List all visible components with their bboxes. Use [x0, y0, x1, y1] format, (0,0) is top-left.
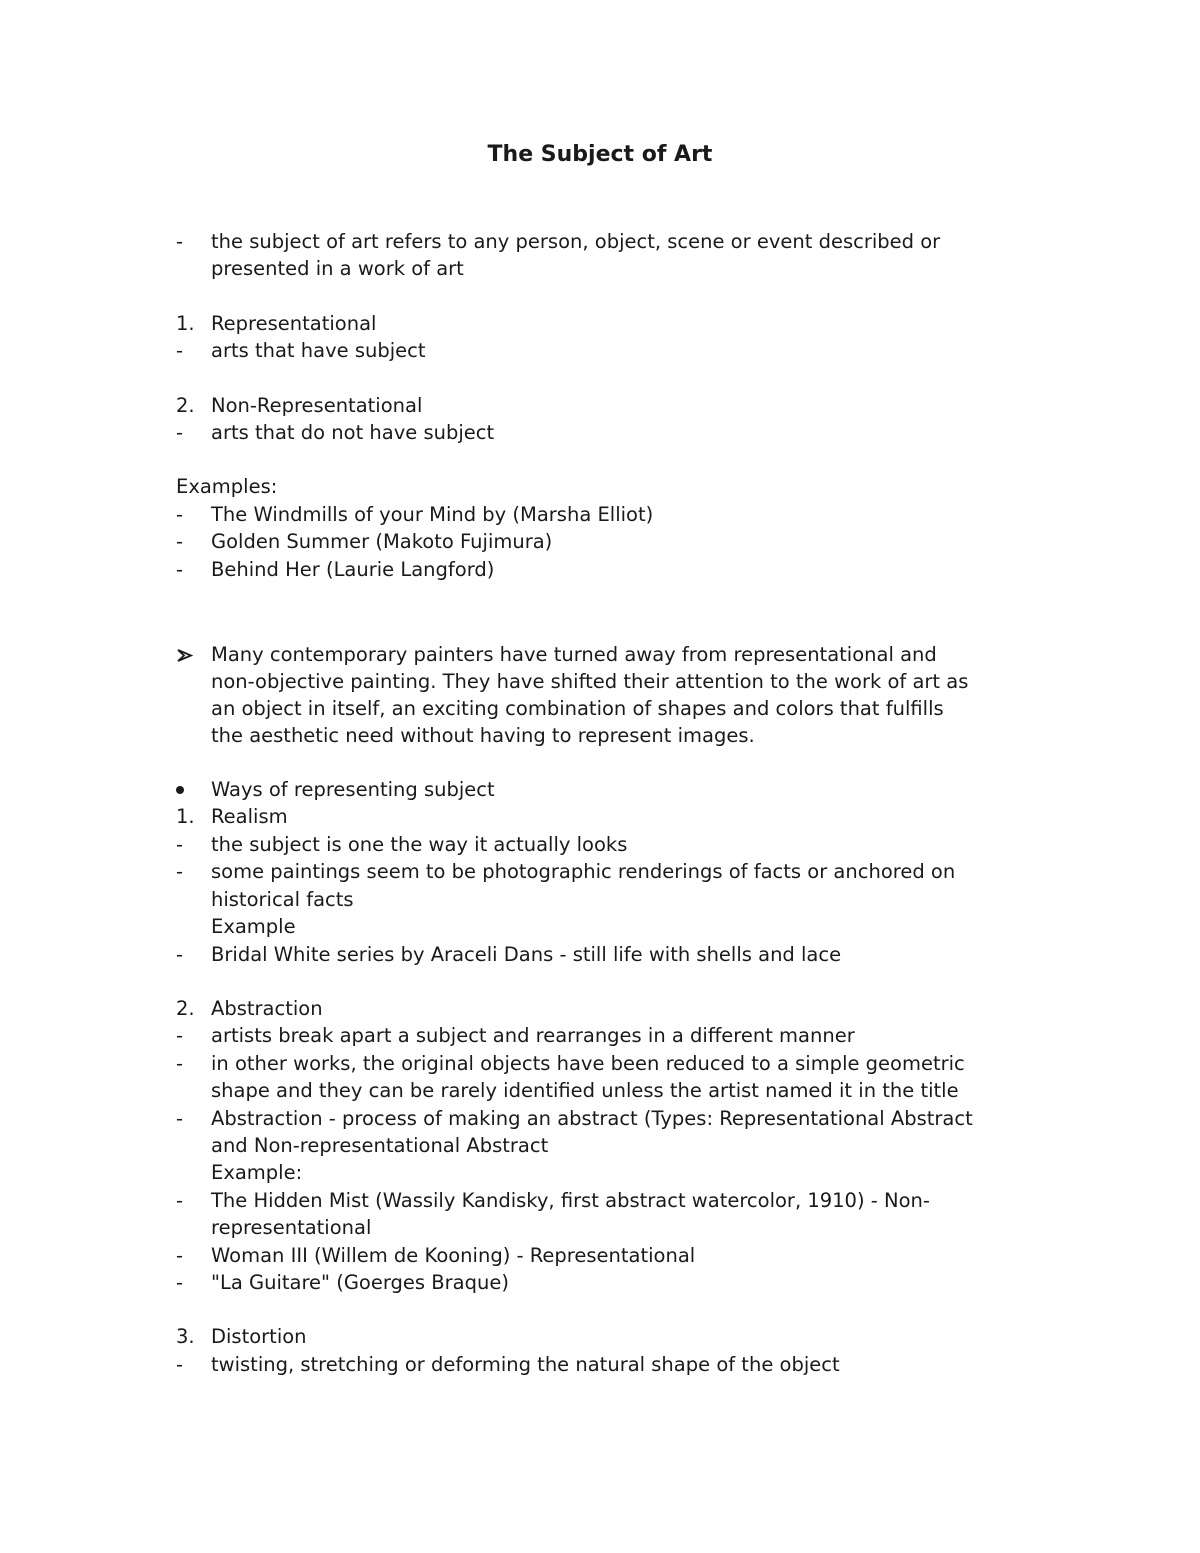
- list-item: [176, 1022, 1076, 1049]
- list-item-continuation: [176, 1132, 1076, 1159]
- item-text: in other works, the original objects have been reduced to a simple geometric: [211, 1051, 965, 1075]
- heading-text: Abstraction: [211, 996, 323, 1020]
- list-item-continuation: [176, 1214, 1076, 1241]
- definition-block: [176, 228, 1076, 283]
- example-label-text: Example: [211, 915, 296, 939]
- item-text: artists break apart a subject and rearranges in a different manner: [211, 1024, 855, 1048]
- round-bullet-icon: [176, 786, 184, 794]
- dash-marker: -: [176, 1188, 184, 1212]
- dash-marker: -: [176, 942, 184, 966]
- list-item: [176, 1242, 1076, 1269]
- list-item: [176, 228, 1076, 255]
- item-text: some paintings seem to be photographic renderings of facts or anchored on: [211, 860, 956, 884]
- list-item-continuation: [176, 668, 1076, 695]
- heading-text: Realism: [211, 805, 288, 829]
- list-item-continuation: [176, 886, 1076, 913]
- list-item: [176, 1187, 1076, 1214]
- list-item: [176, 1269, 1076, 1296]
- list-item: [176, 831, 1076, 858]
- example-label-text: Example:: [211, 1161, 303, 1185]
- dash-marker: -: [176, 1352, 184, 1376]
- list-item-continuation: [176, 1077, 1076, 1104]
- heading-text: Non-Representational: [211, 393, 423, 417]
- numbered-heading: [176, 310, 1076, 337]
- dash-marker: -: [176, 1106, 184, 1130]
- list-item: [176, 858, 1076, 885]
- list-item: [176, 501, 1076, 528]
- dash-marker: -: [176, 421, 184, 445]
- example-text: The Windmills of your Mind by (Marsha Elliot): [211, 502, 654, 526]
- heading-text: Distortion: [211, 1325, 307, 1349]
- list-item-continuation: [176, 722, 1076, 749]
- list-item: [176, 1105, 1076, 1132]
- dash-marker: -: [176, 1243, 184, 1267]
- list-item-continuation: [176, 255, 1076, 282]
- dash-marker: -: [176, 1051, 184, 1075]
- example-text: Golden Summer (Makoto Fujimura): [211, 530, 553, 554]
- dash-marker: -: [176, 230, 184, 253]
- item-text: the subject is one the way it actually looks: [211, 832, 628, 856]
- note-block: [176, 641, 1076, 749]
- list-item: [176, 641, 1076, 668]
- number-marker: 3.: [176, 1325, 195, 1349]
- list-item: [176, 337, 1076, 364]
- item-text: arts that do not have subject: [211, 421, 495, 445]
- item-text: arts that have subject: [211, 339, 426, 363]
- list-item: [176, 1351, 1076, 1378]
- number-marker: 2.: [176, 393, 195, 417]
- list-item: [176, 776, 1076, 803]
- dash-marker: -: [176, 502, 184, 526]
- ways-block: [176, 776, 1076, 1378]
- list-item: [176, 941, 1076, 968]
- list-item: [176, 1050, 1076, 1077]
- page-title: The Subject of Art: [487, 142, 713, 167]
- dash-marker: -: [176, 530, 184, 554]
- dash-marker: -: [176, 339, 184, 363]
- definition-line-2: presented in a work of art: [211, 257, 464, 281]
- ways-heading: Ways of representing subject: [211, 778, 495, 802]
- example-text: Behind Her (Laurie Langford): [211, 557, 495, 581]
- note-line-2: non-objective painting. They have shifted their attention to the work of art as: [211, 670, 969, 694]
- numbered-heading: [176, 803, 1076, 830]
- example-label: [176, 913, 1076, 940]
- document-body: [176, 228, 1076, 1378]
- example-text: Bridal White series by Araceli Dans - still life with shells and lace: [211, 942, 842, 966]
- item-text: shape and they can be rarely identified unless the artist named it in the title: [211, 1079, 959, 1103]
- example-text: The Hidden Mist (Wassily Kandisky, first abstract watercolor, 1910) - Non-: [211, 1188, 930, 1212]
- list-item: [176, 528, 1076, 555]
- note-line-1: Many contemporary painters have turned away from representational and: [211, 643, 937, 667]
- type-representational: [176, 310, 1076, 365]
- note-line-4: the aesthetic need without having to represent images.: [211, 724, 755, 748]
- example-label: [176, 1159, 1076, 1186]
- list-item: [176, 419, 1076, 446]
- example-text: representational: [211, 1216, 372, 1240]
- type-non-representational: [176, 392, 1076, 447]
- dash-marker: -: [176, 1270, 184, 1294]
- item-text: and Non-representational Abstract: [211, 1133, 549, 1157]
- dash-marker: -: [176, 557, 184, 581]
- examples-label: Examples:: [176, 475, 278, 499]
- numbered-heading: [176, 1323, 1076, 1350]
- arrowhead-bullet-icon: [176, 641, 196, 668]
- note-line-3: an object in itself, an exciting combination of shapes and colors that fulfills: [211, 697, 944, 721]
- number-marker: 1.: [176, 805, 195, 829]
- definition-line-1: the subject of art refers to any person, object, scene or event described or: [211, 230, 941, 253]
- examples-block: [176, 473, 1076, 583]
- list-item-continuation: [176, 695, 1076, 722]
- dash-marker: -: [176, 860, 184, 884]
- heading-text: Representational: [211, 311, 377, 335]
- number-marker: 1.: [176, 311, 195, 335]
- dash-marker: -: [176, 1024, 184, 1048]
- example-text: "La Guitare" (Goerges Braque): [211, 1270, 509, 1294]
- item-text: twisting, stretching or deforming the natural shape of the object: [211, 1352, 840, 1376]
- list-item: [176, 556, 1076, 583]
- numbered-heading: [176, 995, 1076, 1022]
- dash-marker: -: [176, 832, 184, 856]
- number-marker: 2.: [176, 996, 195, 1020]
- item-text: historical facts: [211, 887, 354, 911]
- numbered-heading: [176, 392, 1076, 419]
- item-text: Abstraction - process of making an abstract (Types: Representational Abstract: [211, 1106, 973, 1130]
- example-text: Woman III (Willem de Kooning) - Representational: [211, 1243, 696, 1267]
